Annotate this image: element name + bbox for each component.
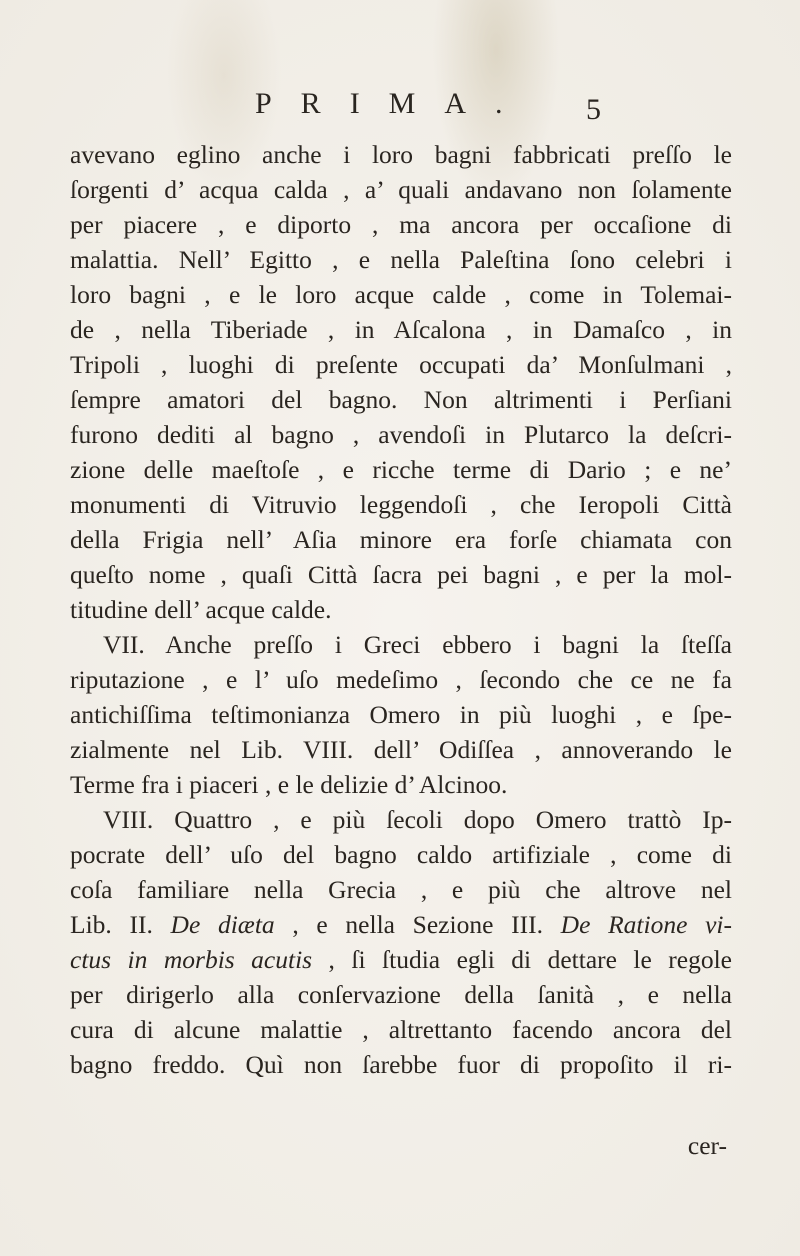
text-line bbox=[70, 942, 732, 977]
text-segment: , e nella Sezione III. bbox=[274, 910, 561, 939]
text-line bbox=[70, 557, 732, 592]
text-segment: queſto nome , quaſi Città ſacra pei bagni , e per la mol- bbox=[70, 560, 732, 589]
body-text bbox=[70, 137, 732, 1082]
text-line bbox=[70, 732, 732, 767]
text-line bbox=[70, 312, 732, 347]
catchword: cer- bbox=[687, 1131, 727, 1160]
text-line bbox=[70, 277, 732, 312]
page-number: 5 bbox=[586, 93, 601, 126]
text-line bbox=[70, 592, 732, 627]
text-segment: per dirigerlo alla conſervazione della ſanità , e nella bbox=[70, 980, 732, 1009]
italic-text: De Ratione vi- bbox=[560, 910, 732, 939]
text-line bbox=[70, 802, 732, 837]
text-segment: avevano eglino anche i loro bagni fabbricati preſſo le bbox=[70, 140, 732, 169]
text-segment: Tripoli , luoghi di preſente occupati da’ Monſulmani , bbox=[70, 350, 732, 379]
text-segment: malattia. Nell’ Egitto , e nella Paleſtina ſono celebri i bbox=[70, 245, 732, 274]
text-line bbox=[70, 452, 732, 487]
italic-text: De diæta bbox=[170, 910, 275, 939]
text-line bbox=[70, 172, 732, 207]
text-segment: pocrate dell’ uſo del bagno caldo artifiziale , come di bbox=[70, 840, 732, 869]
text-segment: furono dediti al bagno , avendoſi in Plutarco la deſcri- bbox=[70, 420, 732, 449]
text-line bbox=[70, 837, 732, 872]
text-segment: zione delle maeſtoſe , e ricche terme di Dario ; e ne’ bbox=[70, 455, 732, 484]
text-segment: coſa familiare nella Grecia , e più che altrove nel bbox=[70, 875, 732, 904]
text-segment: antichiſſima teſtimonianza Omero in più luoghi , e ſpe- bbox=[70, 700, 732, 729]
text-segment: loro bagni , e le loro acque calde , come in Tolemai- bbox=[70, 280, 732, 309]
text-line bbox=[70, 137, 732, 172]
text-segment: per piacere , e diporto , ma ancora per occaſione di bbox=[70, 210, 732, 239]
text-line bbox=[70, 207, 732, 242]
running-title: PRIMA. bbox=[255, 87, 532, 120]
text-line bbox=[70, 767, 732, 802]
text-segment: VIII. Quattro , e più ſecoli dopo Omero trattò Ip- bbox=[103, 805, 732, 834]
text-line bbox=[70, 522, 732, 557]
text-segment: monumenti di Vitruvio leggendoſi , che Ieropoli Città bbox=[70, 490, 732, 519]
text-line bbox=[70, 627, 732, 662]
text-line bbox=[70, 242, 732, 277]
italic-text: ctus in morbis acutis bbox=[70, 945, 313, 974]
text-line bbox=[70, 487, 732, 522]
text-segment: bagno freddo. Quì non ſarebbe fuor di propoſito il ri- bbox=[70, 1050, 732, 1079]
text-segment: ſempre amatori del bagno. Non altrimenti i Perſiani bbox=[70, 385, 732, 414]
text-line bbox=[70, 347, 732, 382]
text-segment: VII. Anche preſſo i Greci ebbero i bagni la ſteſſa bbox=[103, 630, 732, 659]
text-line bbox=[70, 1012, 732, 1047]
text-line bbox=[70, 872, 732, 907]
text-segment: Terme fra i piaceri , e le delizie d’ Alcinoo. bbox=[70, 770, 508, 799]
text-segment: ſorgenti d’ acqua calda , a’ quali andavano non ſolamente bbox=[70, 175, 732, 204]
page-header bbox=[0, 84, 800, 124]
text-segment: riputazione , e l’ uſo medeſimo , ſecondo che ce ne fa bbox=[70, 665, 732, 694]
text-segment: de , nella Tiberiade , in Aſcalona , in Damaſco , in bbox=[70, 315, 732, 344]
text-segment: della Frigia nell’ Aſia minore era forſe chiamata con bbox=[70, 525, 732, 554]
text-segment: Lib. II. bbox=[70, 910, 171, 939]
text-segment: , ſi ſtudia egli di dettare le regole bbox=[312, 945, 732, 974]
text-line bbox=[70, 697, 732, 732]
text-line bbox=[70, 417, 732, 452]
text-line bbox=[70, 1047, 732, 1082]
text-segment: titudine dell’ acque calde. bbox=[70, 595, 332, 624]
text-line bbox=[70, 382, 732, 417]
text-segment: zialmente nel Lib. VIII. dell’ Odiſſea , annoverando le bbox=[70, 735, 732, 764]
text-line bbox=[70, 907, 732, 942]
text-line bbox=[70, 662, 732, 697]
text-line bbox=[70, 977, 732, 1012]
catchword-container bbox=[0, 1128, 727, 1163]
text-segment: cura di alcune malattie , altrettanto facendo ancora del bbox=[70, 1015, 732, 1044]
